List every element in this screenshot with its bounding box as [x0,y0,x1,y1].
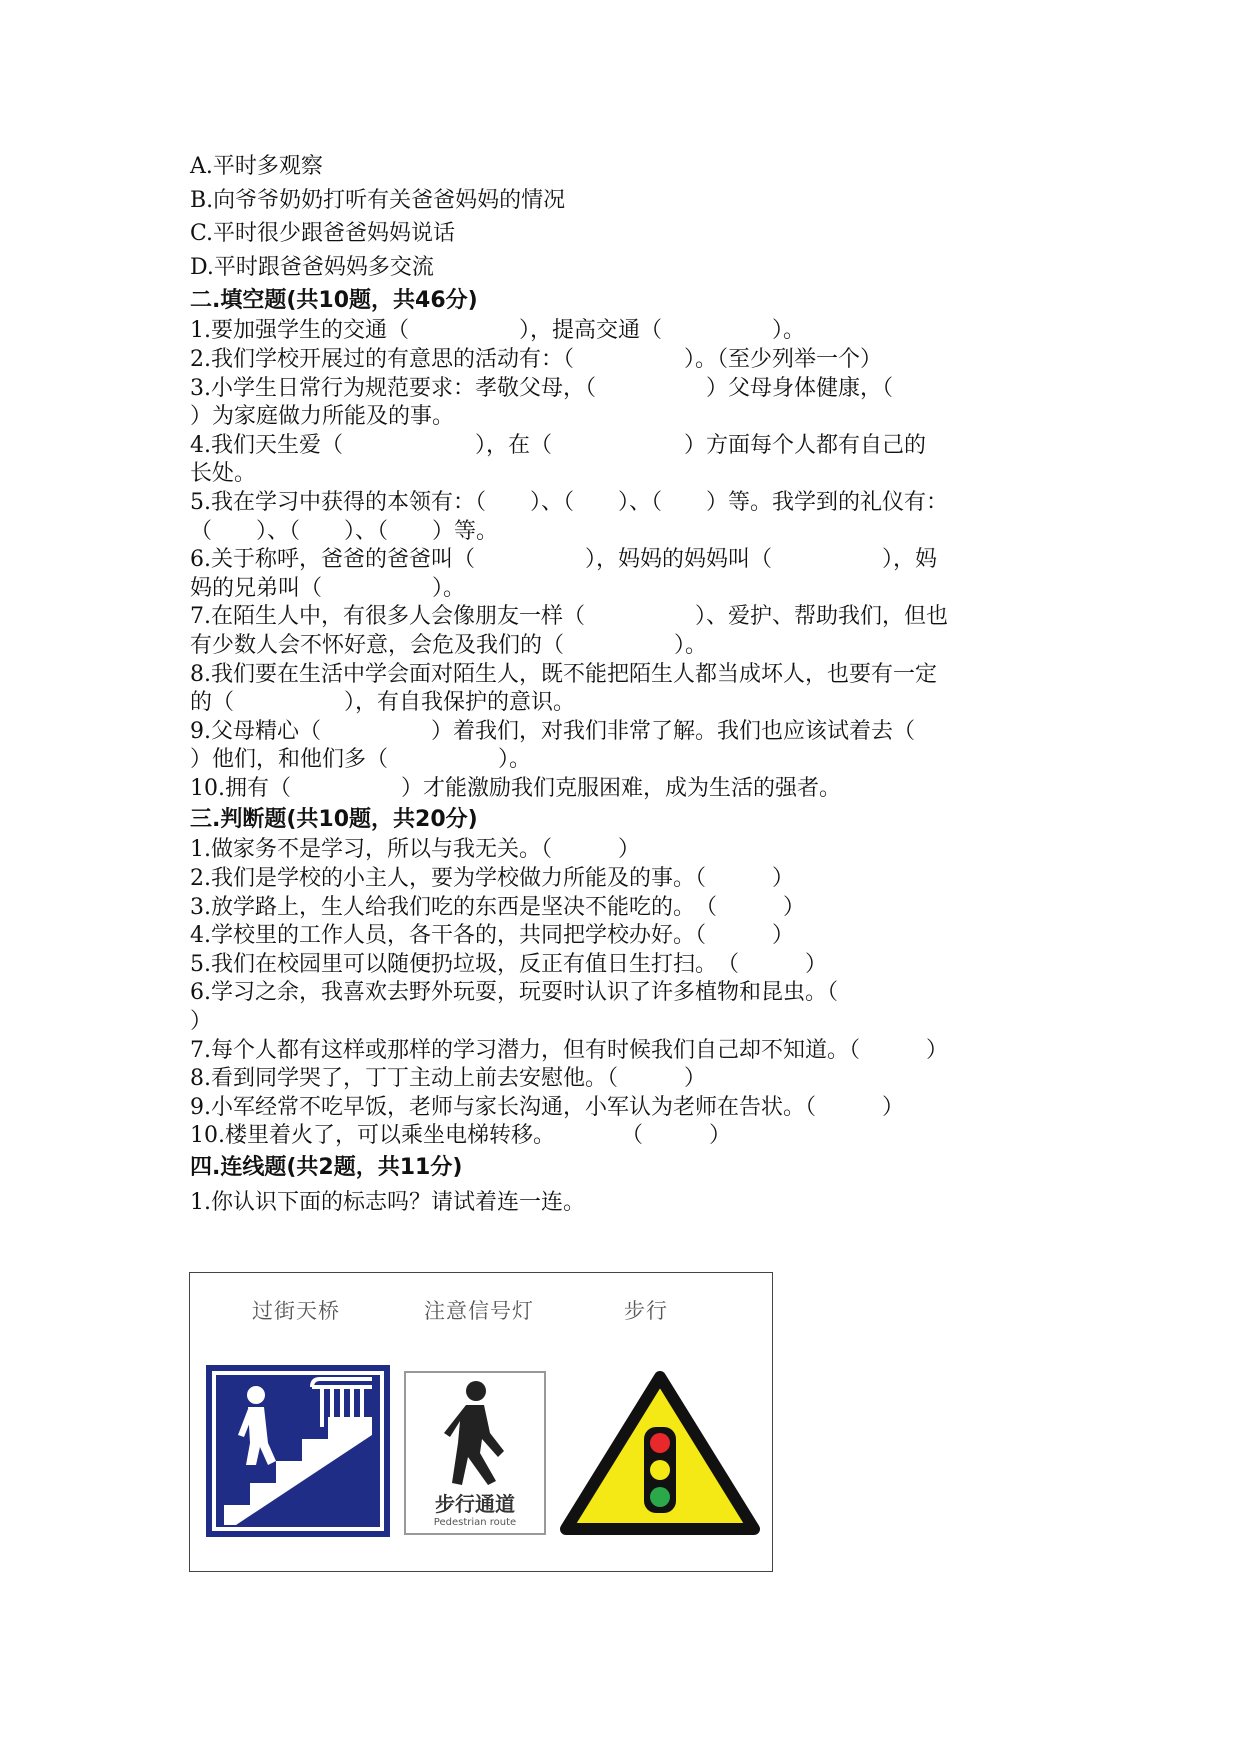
worksheet-content [190,150,1090,1219]
question-line: 8.我们要在生活中学会面对陌生人，既不能把陌生人都当成坏人，也要有一定 [190,661,937,687]
question-line: 8.看到同学哭了，丁丁主动上前去安慰他。（ ） [190,1066,706,1092]
question-line: 4.学校里的工作人员，各干各的，共同把学校办好。（ ） [190,923,794,949]
question-line: 7.每个人都有这样或那样的学习潜力，但有时候我们自己却不知道。（ ） [190,1037,948,1063]
question-line: ）他们，和他们多（ ）。 [190,747,532,773]
question-line: 5.我在学习中获得的本领有：（ ）、（ ）、（ ）等。我学到的礼仪有： [190,489,948,515]
pedestrian-route-en: Pedestrian route [433,1517,517,1528]
question-line: 2.我们是学校的小主人，要为学校做力所能及的事。（ ） [190,866,794,892]
fill-blank-questions [190,317,1090,803]
question-line: 1.要加强学生的交通（ ），提高交通（ ）。 [190,318,805,344]
option-d: D.平时跟爸爸妈妈多交流 [190,254,434,280]
question-line: 2.我们学校开展过的有意思的活动有：（ ）。（至少列举一个） [190,346,882,372]
question-line: 6.关于称呼，爸爸的爸爸叫（ ），妈妈的妈妈叫（ ），妈 [190,547,937,573]
option-a: A.平时多观察 [190,154,323,179]
question-line: 10.拥有（ ）才能激励我们克服困难，成为生活的强者。 [190,775,841,801]
choice-options [190,150,1090,284]
overpass-sign-icon [206,1365,390,1537]
section-heading-fill-blank: 二.填空题(共10题，共46分) [190,288,478,314]
matching-question-1: 1.你认识下面的标志吗？请试着连一连。 [190,1190,585,1215]
question-line: 有少数人会不怀好意，会危及我们的（ ）。 [190,632,708,658]
question-line: 9.小军经常不吃早饭，老师与家长沟通，小军认为老师在告状。（ ） [190,1094,904,1120]
question-line: 6.学习之余，我喜欢去野外玩耍，玩耍时认识了许多植物和昆虫。（ [190,980,838,1006]
option-b: B.向爷爷奶奶打听有关爸爸妈妈的情况 [190,187,566,213]
walking-person-icon [406,1373,544,1491]
traffic-signal-warning-icon [560,1371,760,1535]
question-line: 10.楼里着火了，可以乘坐电梯转移。 （ ） [190,1123,731,1149]
matching-figure [189,1272,773,1572]
label-overpass: 过街天桥 [252,1299,340,1323]
section-heading-true-false: 三.判断题(共10题，共20分) [190,807,478,833]
question-line: 的（ ），有自我保护的意识。 [190,690,576,716]
true-false-questions [190,836,1090,1151]
question-line: 3.放学路上，生人给我们吃的东西是坚决不能吃的。 （ ） [190,894,805,920]
label-signal-light: 注意信号灯 [424,1299,534,1323]
pedestrian-route-cn: 步行通道 [435,1492,515,1516]
question-line: ）为家庭做力所能及的事。 [190,404,455,430]
question-line: ） [190,1009,213,1035]
question-line: 妈的兄弟叫（ ）。 [190,575,466,601]
question-line: 4.我们天生爱（ ），在（ ）方面每个人都有自己的 [190,432,926,458]
label-walk: 步行 [624,1299,668,1323]
pedestrian-route-sign [404,1371,546,1535]
question-line: 7.在陌生人中，有很多人会像朋友一样（ ）、爱护、帮助我们，但也 [190,604,948,630]
section-heading-matching: 四.连线题(共2题，共11分) [190,1155,463,1180]
question-line: 5.我们在校园里可以随便扔垃圾，反正有值日生打扫。 （ ） [190,951,827,977]
question-line: 1.做家务不是学习，所以与我无关。（ ） [190,837,640,863]
option-c: C.平时很少跟爸爸妈妈说话 [190,221,456,247]
question-line: 3.小学生日常行为规范要求：孝敬父母，（ ）父母身体健康，（ [190,375,893,401]
question-line: 9.父母精心（ ）着我们，对我们非常了解。我们也应该试着去（ [190,718,915,744]
question-line: （ ）、（ ）、（ ）等。 [190,518,499,544]
question-line: 长处。 [190,461,257,487]
